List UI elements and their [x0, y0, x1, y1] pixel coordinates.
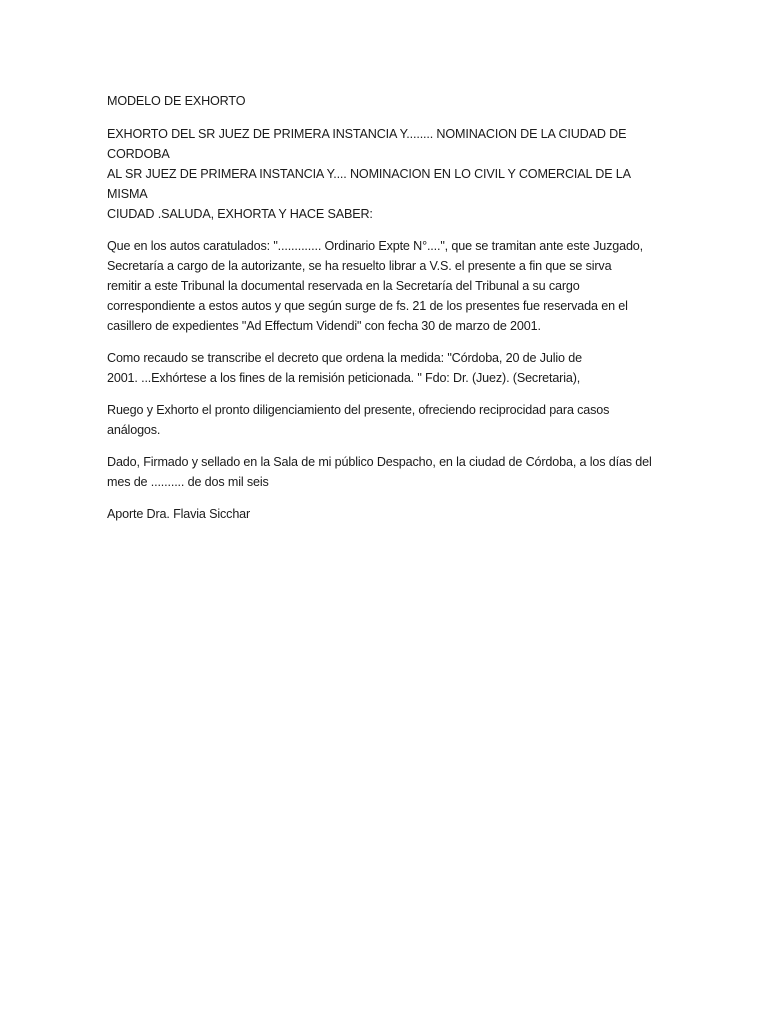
decree-transcription-paragraph: Como recaudo se transcribe el decreto que ordena la medida: "Córdoba, 20 de Julio de 2001. ...Exhórtese a los fines de la remisión peticionada. " Fdo: Dr. (Juez). (Secretaria),	[107, 351, 582, 385]
contributor-credit: Aporte Dra. Flavia Sicchar	[107, 507, 251, 521]
exhorto-header-paragraph: EXHORTO DEL SR JUEZ DE PRIMERA INSTANCIA Y........ NOMINACION DE LA CIUDAD DE CORDOBA AL SR JUEZ DE PRIMERA INSTANCIA Y.... NOMINACION EN LO CIVIL Y COMERCIAL DE LA MISMA CIUDAD .SALUDA, EXHORTA Y HACE SABER:	[107, 127, 631, 221]
document-title: MODELO DE EXHORTO	[107, 94, 246, 108]
case-details-paragraph: Que en los autos caratulados: "............. Ordinario Expte N°....", que se tramitan ante este Juzgado, Secretaría a cargo de la autorizante, se ha resuelto librar a V.S. el presente a fin que se sirva remitir a este Tribunal la documental reservada en la Secretaría del Tribunal a su cargo correspondiente a estos autos y que según surge de fs. 21 de los presentes fue reservada en el casillero de expedientes "Ad Effectum Videndi" con fecha 30 de marzo de 2001.	[107, 239, 643, 333]
document-body	[107, 91, 667, 536]
signing-location-paragraph: Dado, Firmado y sellado en la Sala de mi público Despacho, en la ciudad de Córdoba, a los días del mes de .......... de dos mil seis	[107, 455, 652, 489]
request-paragraph: Ruego y Exhorto el pronto diligenciamiento del presente, ofreciendo reciprocidad para casos análogos.	[107, 403, 610, 437]
